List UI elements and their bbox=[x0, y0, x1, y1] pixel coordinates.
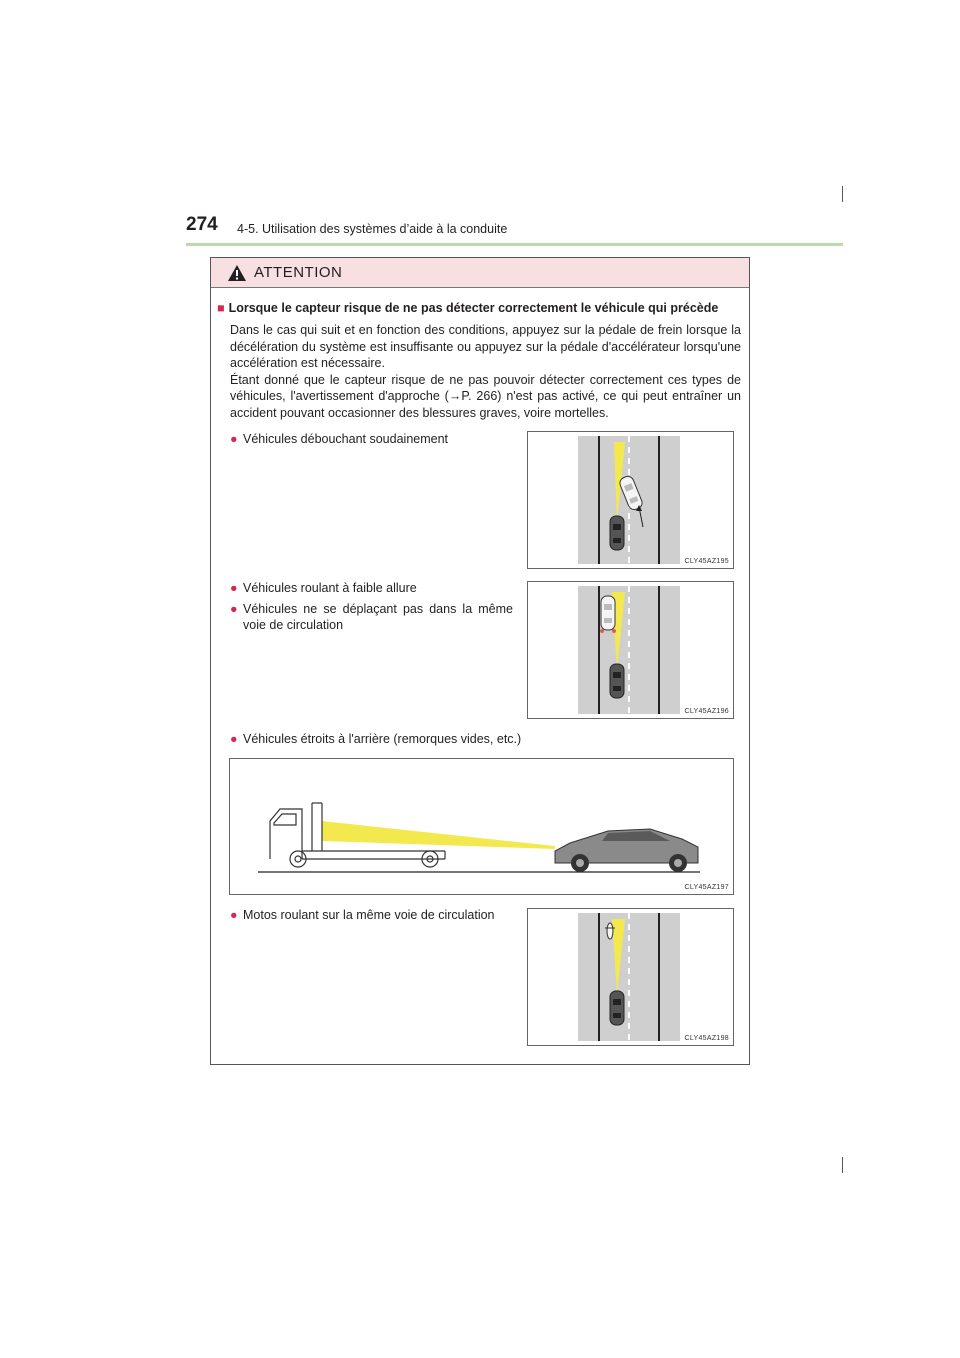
bullet-dot: ● bbox=[230, 581, 238, 595]
figure-code: CLY45AZ197 bbox=[684, 884, 729, 891]
bullet-text: Véhicules débouchant soudainement bbox=[243, 432, 449, 446]
page-number: 274 bbox=[186, 214, 218, 235]
subheading-text: Lorsque le capteur risque de ne pas détecter correctement le véhicule qui précède bbox=[228, 301, 719, 315]
bullet-dot: ● bbox=[230, 602, 238, 616]
bullet-dot: ● bbox=[230, 908, 238, 922]
figure-slow-vehicle bbox=[527, 581, 734, 719]
figure-narrow-trailer bbox=[229, 758, 734, 895]
attention-paragraph bbox=[230, 322, 741, 421]
paragraph-1: Dans le cas qui suit et en fonction des conditions, appuyez sur la pédale de frein lorsque la décélération du système est insuffisante ou appuyez sur la pédale d'accélérateur lorsqu'une accélération est nécessaire. bbox=[230, 323, 741, 370]
figure-cut-in bbox=[527, 431, 734, 569]
bullet-text: Véhicules étroits à l'arrière (remorques vides, etc.) bbox=[243, 732, 522, 746]
crop-mark-top bbox=[842, 186, 843, 202]
header-rule bbox=[186, 243, 843, 246]
subheading-marker: ■ bbox=[217, 301, 225, 315]
bullet-dot: ● bbox=[230, 432, 238, 446]
crop-mark-bottom bbox=[842, 1157, 843, 1173]
attention-box bbox=[210, 257, 750, 1065]
paragraph-2: Étant donné que le capteur risque de ne pas pouvoir détecter correctement ces types de véhicules, l'avertissement d'approche (→P. 266) n'est pas activé, ce qui peut entraîner un accident pouvant occasionner des blessures graves, voire mortelles. bbox=[230, 372, 741, 420]
warning-triangle-icon bbox=[227, 264, 247, 287]
figure-motorcycle bbox=[527, 908, 734, 1046]
bullet-text: Véhicules roulant à faible allure bbox=[243, 581, 417, 595]
attention-header bbox=[211, 258, 749, 288]
figure-code: CLY45AZ195 bbox=[684, 558, 729, 565]
figure-code: CLY45AZ196 bbox=[684, 708, 729, 715]
bullet-text: Véhicules ne se déplaçant pas dans la même voie de circulation bbox=[243, 602, 513, 632]
bullet-text: Motos roulant sur la même voie de circulation bbox=[243, 908, 495, 922]
section-title: 4-5. Utilisation des systèmes d’aide à la conduite bbox=[237, 222, 508, 236]
subheading bbox=[217, 301, 737, 315]
figure-code: CLY45AZ198 bbox=[684, 1035, 729, 1042]
bullet-dot: ● bbox=[230, 732, 238, 746]
attention-title: ATTENTION bbox=[254, 264, 343, 281]
